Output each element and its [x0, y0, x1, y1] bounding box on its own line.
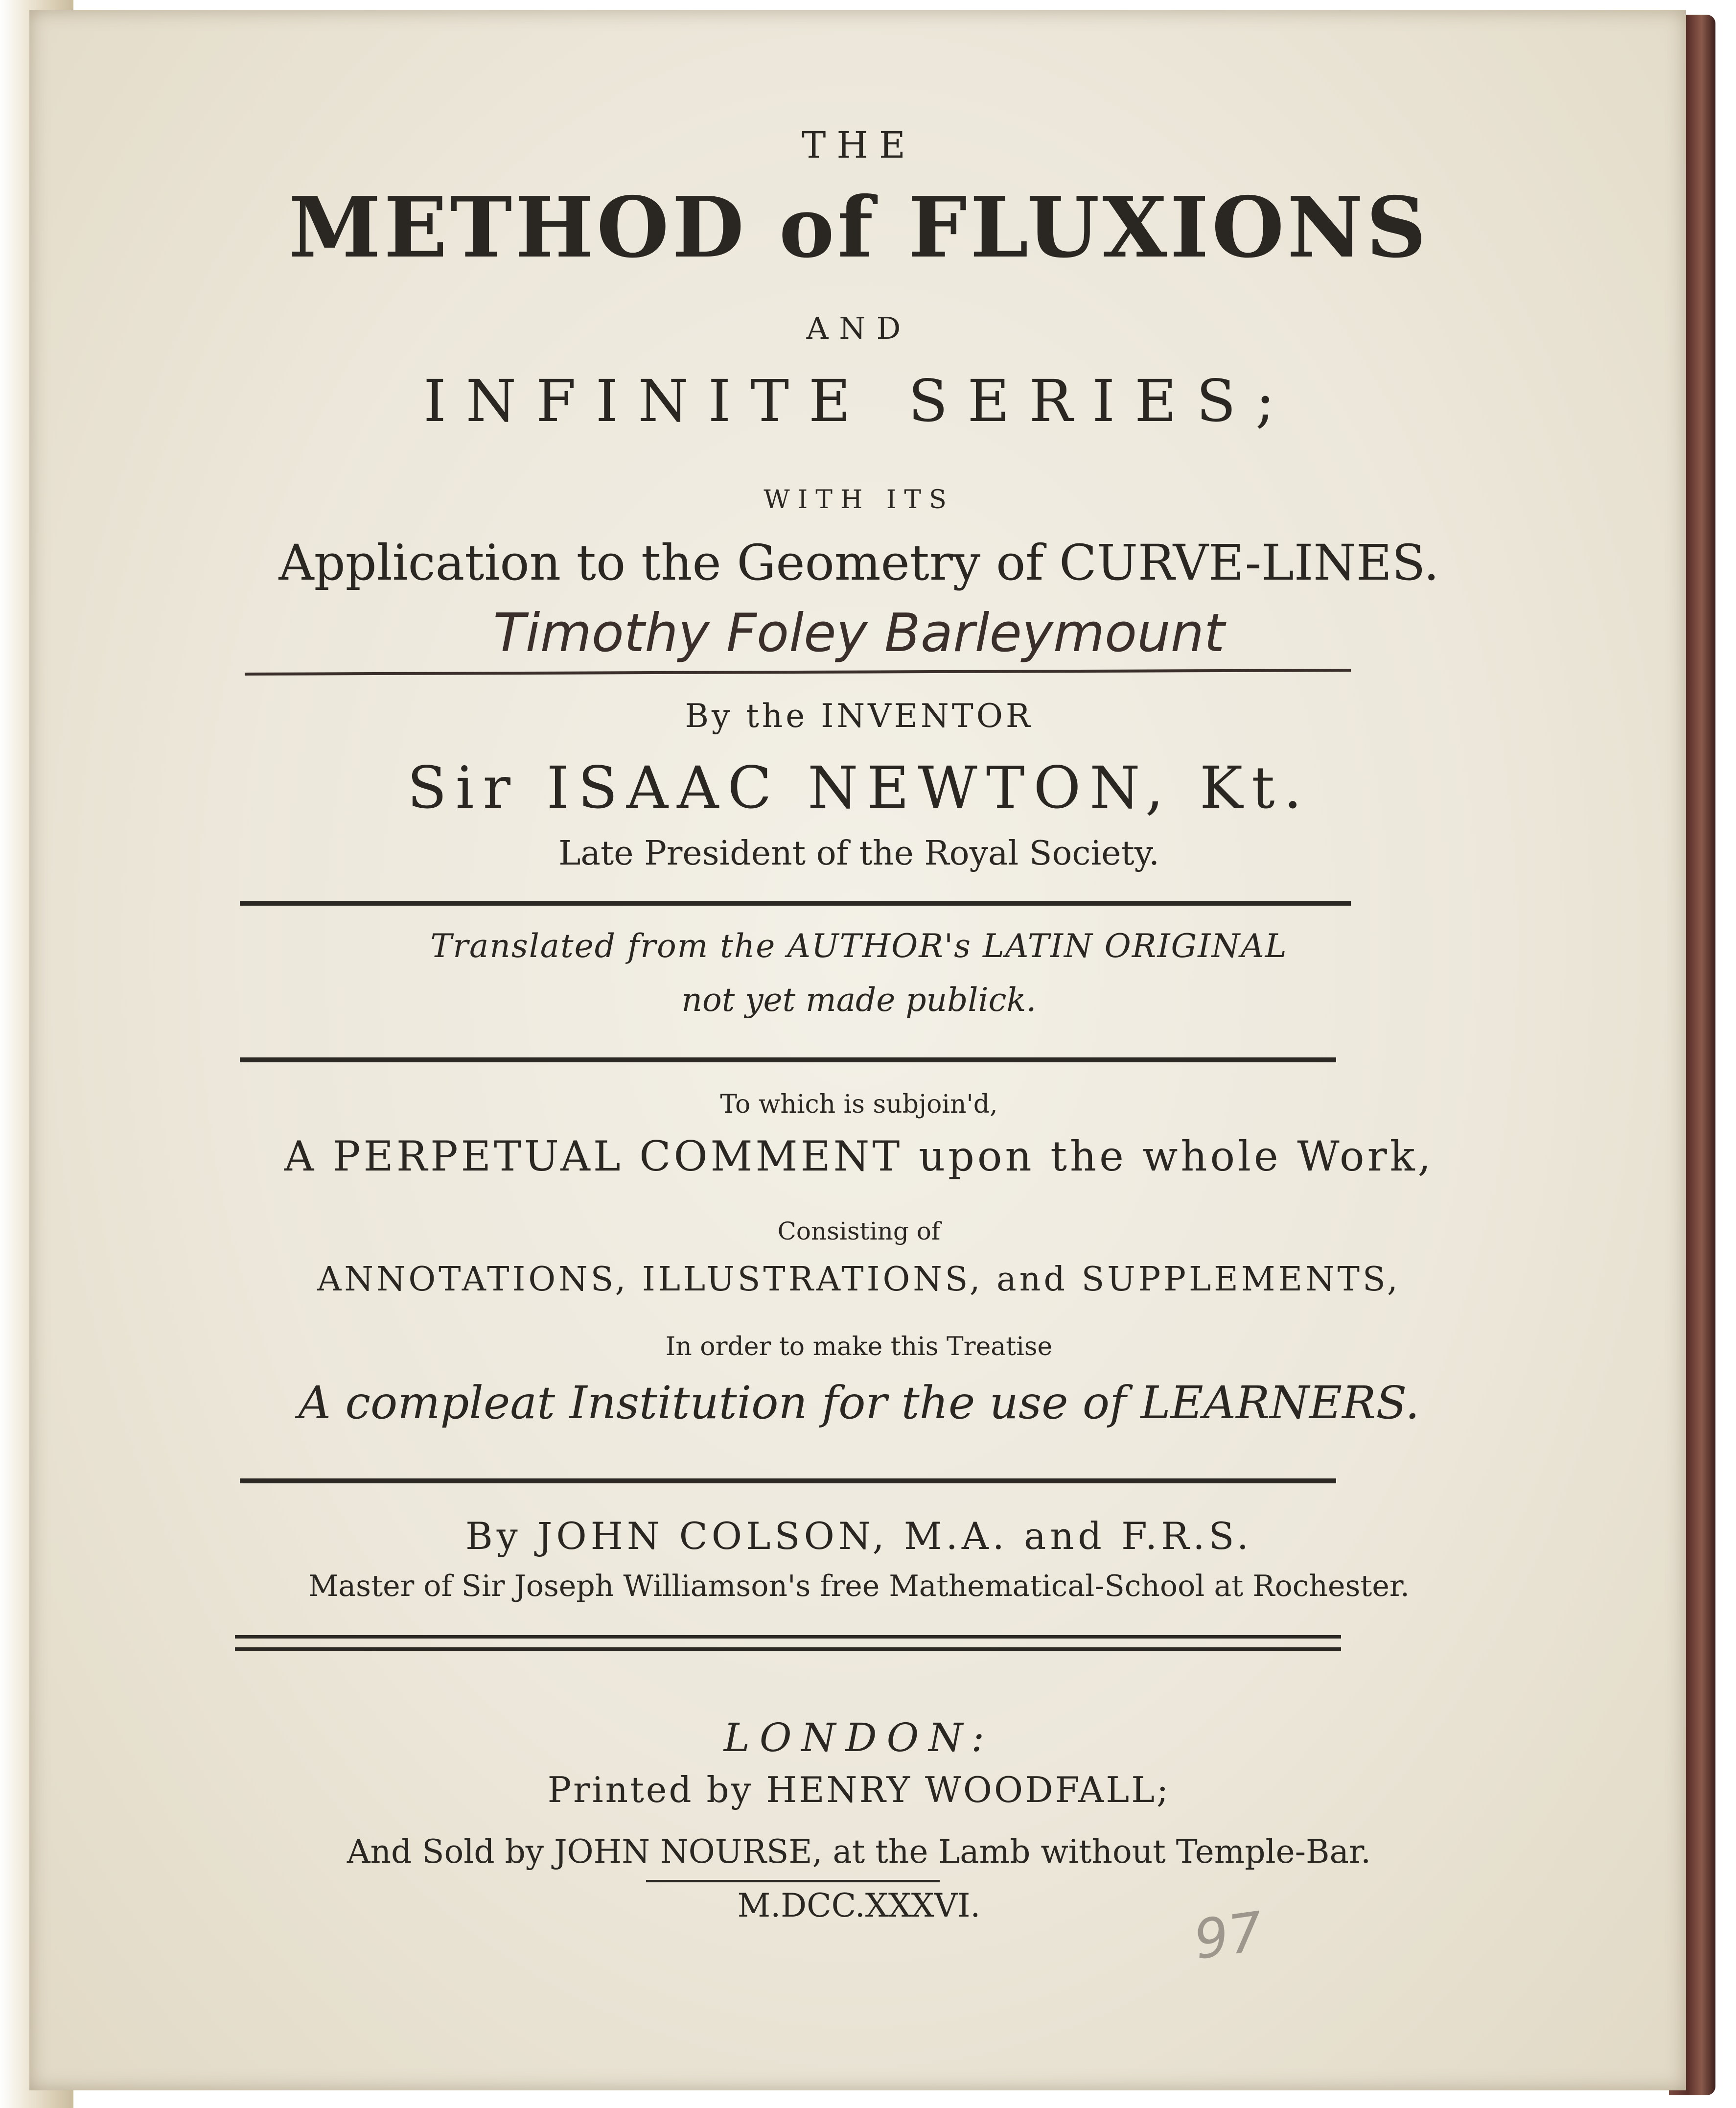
author-role: Late President of the Royal Society. [558, 834, 1159, 873]
with-its-line: WITH ITS [764, 485, 954, 515]
sold-by-line: And Sold by JOHN NOURSE, at the Lamb without Temple-Bar. [347, 1833, 1371, 1871]
signature-underline [245, 669, 1351, 676]
consisting-line: Consisting of [777, 1217, 941, 1245]
main-title: METHOD of FLUXIONS [288, 179, 1430, 277]
pencil-note: 97 [1190, 1899, 1267, 1972]
in-order-line: In order to make this Treatise [665, 1332, 1053, 1361]
compleat-line: A compleat Institution for the use of LEARNERS. [298, 1377, 1420, 1429]
double-rule-top [235, 1635, 1341, 1639]
author-line: Sir ISAAC NEWTON, Kt. [407, 754, 1311, 821]
and-heading: AND [806, 310, 912, 346]
master-line: Master of Sir Joseph Williamson's free Mathematical-School at Rochester. [308, 1569, 1410, 1603]
the-heading: THE [802, 124, 916, 166]
printed-by-line: Printed by HENRY WOODFALL; [547, 1769, 1171, 1810]
by-colson-line: By JOHN COLSON, M.A. and F.R.S. [465, 1514, 1253, 1558]
divider-1 [240, 901, 1351, 906]
translated-line-2: not yet made publick. [681, 981, 1037, 1019]
year-overline [646, 1880, 940, 1882]
owner-signature: Timothy Foley Barleymount [493, 603, 1225, 664]
divider-3 [240, 1478, 1336, 1483]
double-rule-bottom [235, 1647, 1341, 1651]
london-line: LONDON: [723, 1715, 995, 1760]
application-line: Application to the Geometry of CURVE-LINES. [278, 534, 1439, 591]
translated-line-1: Translated from the AUTHOR's LATIN ORIGINAL [430, 927, 1288, 965]
series-title: INFINITE SERIES; [423, 367, 1295, 435]
perpetual-comment-line: A PERPETUAL COMMENT upon the whole Work, [284, 1132, 1434, 1180]
subjoined-line: To which is subjoin'd, [720, 1090, 998, 1119]
title-page [29, 10, 1686, 2090]
by-inventor-line: By the INVENTOR [685, 697, 1033, 735]
annotations-line: ANNOTATIONS, ILLUSTRATIONS, and SUPPLEMENTS, [317, 1260, 1401, 1299]
year-line: M.DCC.XXXVI. [737, 1887, 981, 1924]
divider-2 [240, 1057, 1336, 1062]
